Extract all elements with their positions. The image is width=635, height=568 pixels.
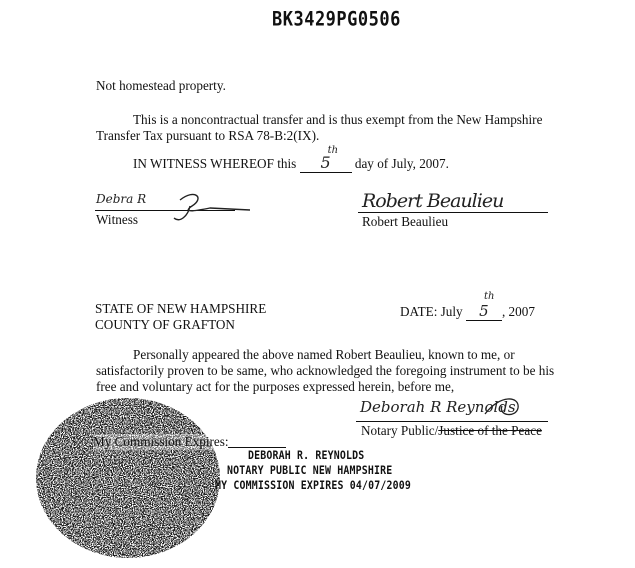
transfer-statement-line2: Transfer Tax pursuant to RSA 78-B:2(IX).	[96, 128, 320, 143]
acknowledgment-date	[400, 291, 535, 321]
date-day-handwritten: 5	[479, 302, 489, 320]
homestead-statement: Not homestead property.	[96, 78, 226, 93]
notary-title-prefix: Notary Public/	[361, 423, 439, 438]
notary-title	[361, 423, 542, 439]
notary-signature: Deborah R Reynolds	[360, 398, 516, 416]
witness-signature-scrawl: Debra R	[96, 192, 147, 206]
notary-signature-line	[356, 421, 548, 422]
transfer-statement-line1: This is a noncontractual transfer and is thus exempt from the New Hampshire	[133, 112, 543, 127]
witness-day-blank	[300, 145, 352, 173]
book-page-number: BK3429PG0506	[272, 8, 401, 31]
witness-label: Witness	[96, 212, 138, 227]
witness-clause	[133, 145, 449, 173]
witness-clause-prefix: IN WITNESS WHEREOF this	[133, 156, 297, 171]
notary-stamp-name: DEBORAH R. REYNOLDS	[248, 448, 365, 462]
grantor-name: Robert Beaulieu	[362, 214, 449, 229]
notary-signature-flourish	[480, 392, 530, 422]
commission-label: My Commission Expires:	[93, 434, 229, 449]
acknowledgment-line3: free and voluntary act for the purposes expressed herein, before me,	[96, 379, 455, 394]
witness-signature-squiggle	[150, 188, 260, 228]
date-prefix: DATE: July	[400, 304, 463, 319]
grantor-signature-line	[358, 212, 548, 213]
grantor-signature: Robert Beaulieu	[362, 190, 504, 212]
acknowledgment-line2: satisfactorily proven to be same, who acknowledged the foregoing instrument to be his	[96, 363, 555, 378]
notary-stamp-expiration: MY COMMISSION EXPIRES 04/07/2009	[215, 478, 412, 492]
acknowledgment-line1: Personally appeared the above named Robert Beaulieu, known to me, or	[133, 347, 515, 362]
notary-title-struck: Justice of the Peace	[438, 423, 542, 438]
date-day-blank	[466, 291, 502, 321]
state-heading: STATE OF NEW HAMPSHIRE	[95, 301, 267, 316]
embossed-seal-image	[28, 392, 228, 564]
witness-day-suffix: th	[327, 145, 339, 156]
county-heading: COUNTY OF GRAFTON	[95, 317, 235, 332]
date-suffix: , 2007	[501, 304, 535, 319]
date-day-suffix: th	[483, 291, 495, 302]
witness-clause-suffix: day of July, 2007.	[354, 156, 449, 171]
witness-day-handwritten: 5	[320, 153, 331, 172]
notary-stamp-title: NOTARY PUBLIC NEW HAMPSHIRE	[227, 463, 393, 477]
